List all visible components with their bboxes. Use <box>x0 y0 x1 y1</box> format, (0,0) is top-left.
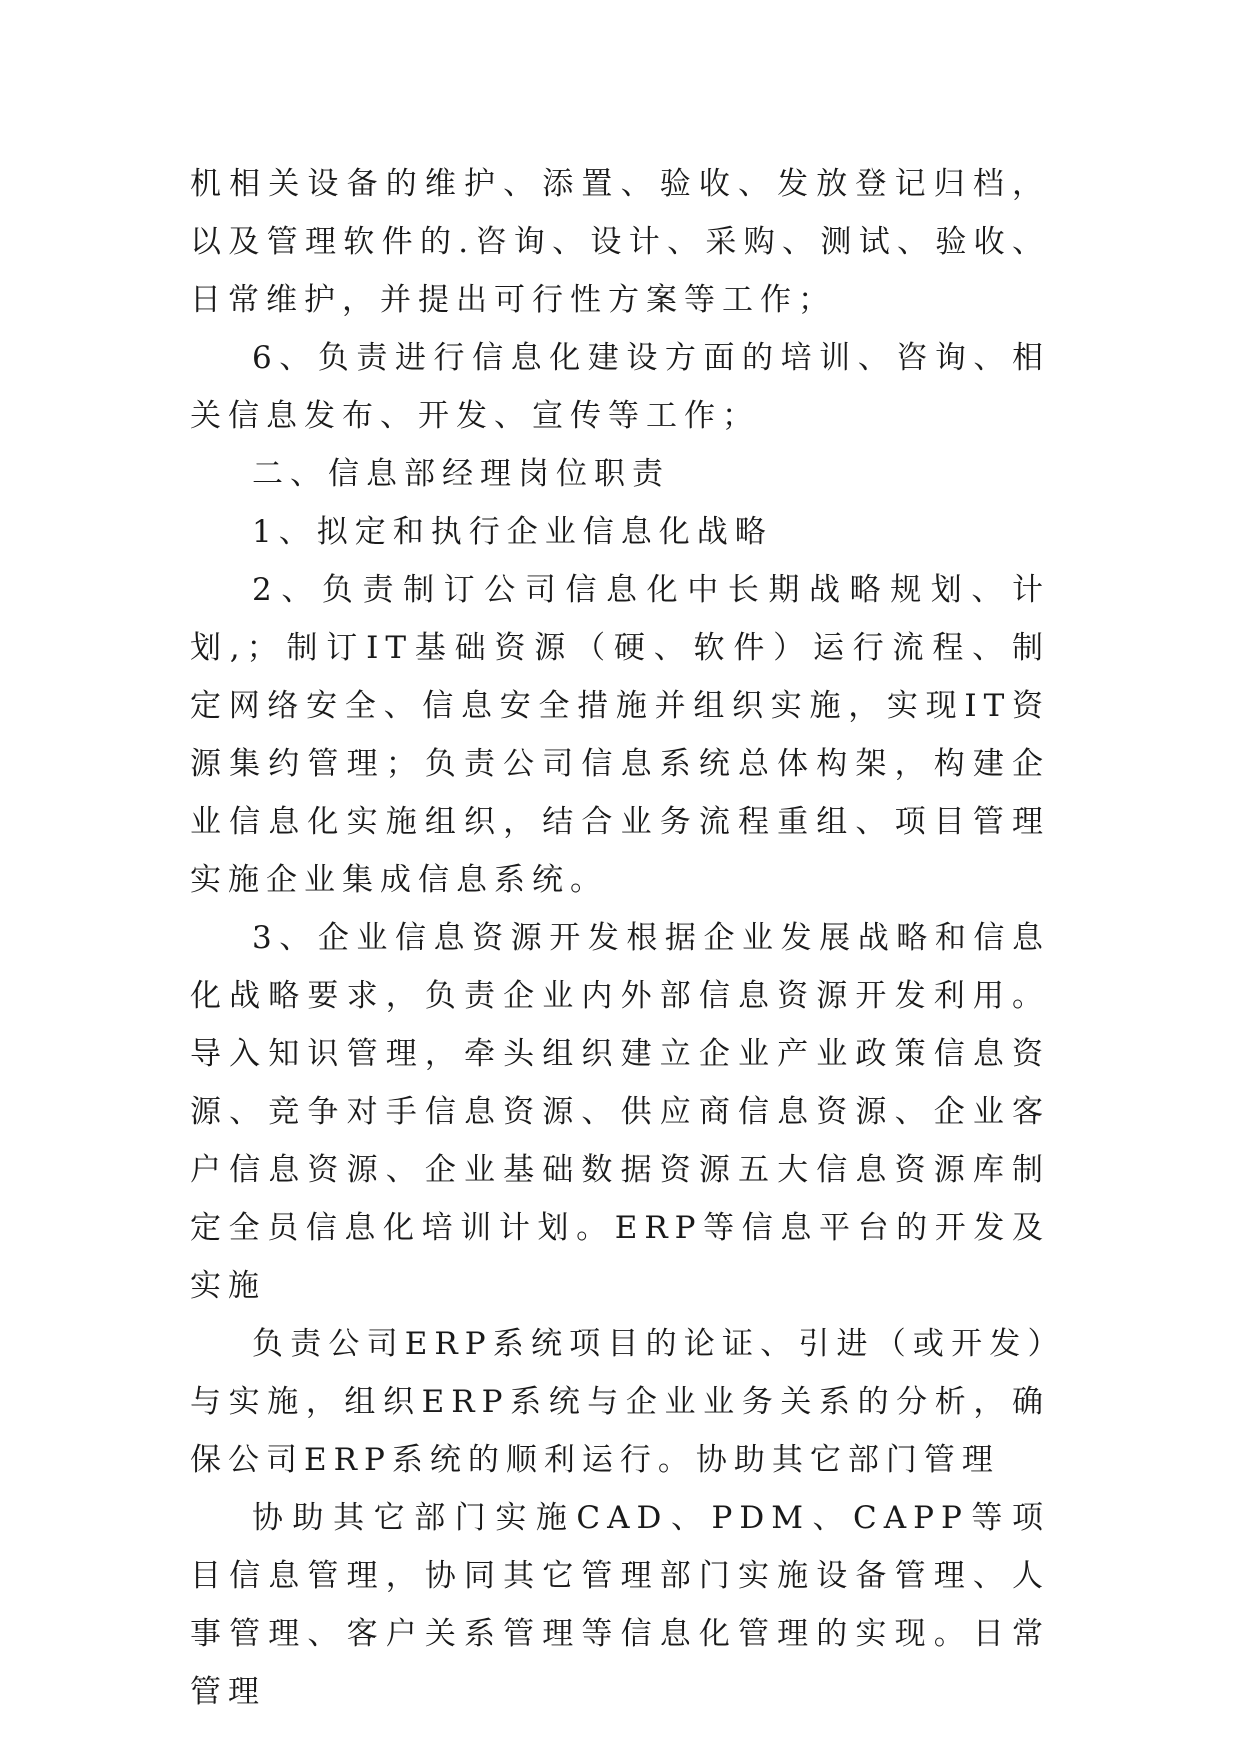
paragraph-continuation: 机相关设备的维护、添置、验收、发放登记归档，以及管理软件的.咨询、设计、采购、测试、验收、日常维护，并提出可行性方案等工作； <box>190 166 1050 318</box>
paragraph-assist-departments: 协助其它部门实施CAD、PDM、CAPP等项目信息管理，协同其它管理部门实施设备管理、人事管理、客户关系管理等信息化管理的实现。日常管理 <box>190 1500 1050 1710</box>
paragraph-erp: 负责公司ERP系统项目的论证、引进（或开发）与实施，组织ERP系统与企业业务关系的分析，确保公司ERP系统的顺利运行。协助其它部门管理 <box>190 1326 1050 1478</box>
paragraph-item-2: 2、负责制订公司信息化中长期战略规划、计划,；制订IT基础资源（硬、软件）运行流程、制定网络安全、信息安全措施并组织实施，实现IT资源集约管理；负责公司信息系统总体构架，构建企业信息化实施组织，结合业务流程重组、项目管理实施企业集成信息系统。 <box>190 572 1050 898</box>
paragraph-item-3: 3、企业信息资源开发根据企业发展战略和信息化战略要求，负责企业内外部信息资源开发利用。导入知识管理，牵头组织建立企业产业政策信息资源、竞争对手信息资源、供应商信息资源、企业客户信息资源、企业基础数据资源五大信息资源库制定全员信息化培训计划。ERP等信息平台的开发及实施 <box>190 920 1050 1304</box>
section-heading-manager-duties: 二、信息部经理岗位职责 <box>252 456 670 492</box>
paragraph-item-6: 6、负责进行信息化建设方面的培训、咨询、相关信息发布、开发、宣传等工作； <box>190 340 1050 434</box>
document-body <box>190 155 1050 1721</box>
paragraph-item-1: 1、拟定和执行企业信息化战略 <box>252 514 773 550</box>
